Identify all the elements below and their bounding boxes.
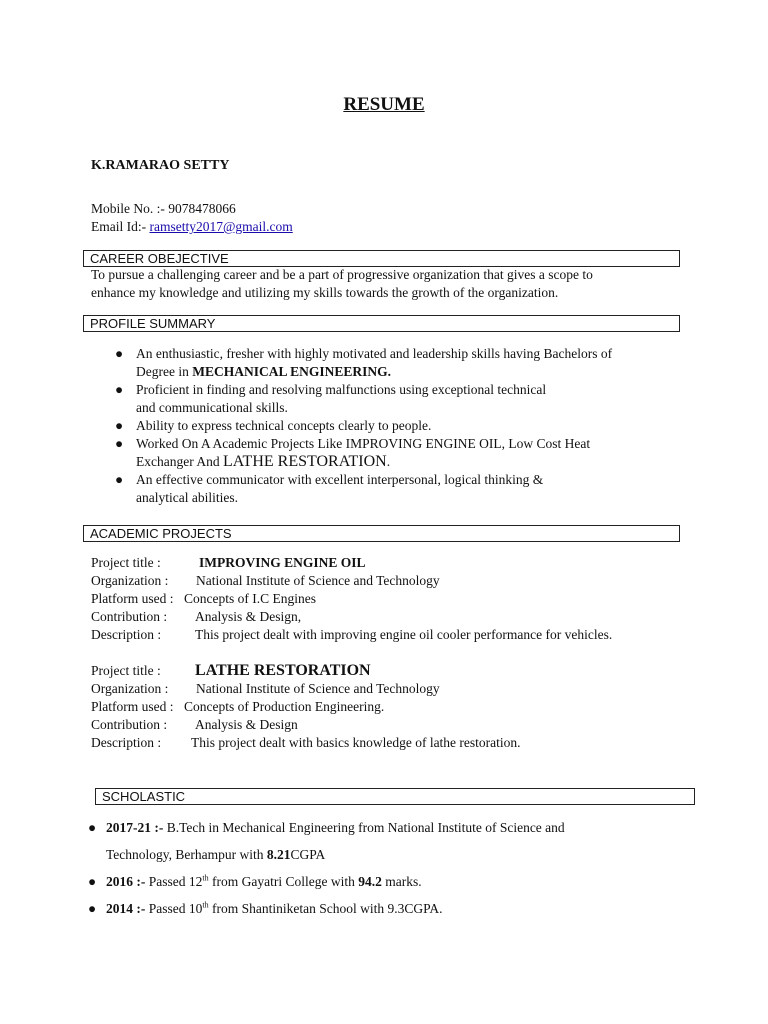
email-line: [91, 218, 293, 236]
candidate-name: K.RAMARAO SETTY: [91, 158, 230, 173]
bullet-icon: ●: [115, 418, 124, 433]
profile-summary-list: [115, 345, 685, 507]
list-item: [88, 814, 688, 868]
career-line-1: To pursue a challenging career and be a part of progressive organization that gives a scope to: [91, 267, 593, 282]
project-1: [91, 554, 691, 644]
bullet-icon: ●: [88, 874, 97, 889]
mobile-label: Mobile No. :-: [91, 201, 169, 216]
profile-summary-heading: PROFILE SUMMARY: [83, 315, 680, 332]
project-1-org-row: [91, 572, 691, 590]
scholastic-3-sup: th: [202, 900, 209, 910]
scholastic-2-sup: th: [202, 873, 209, 883]
project-1-platform: Concepts of I.C Engines: [184, 591, 316, 606]
bullet-icon: ●: [88, 901, 97, 916]
career-line-2: enhance my knowledge and utilizing my skills towards the growth of the organization.: [91, 285, 559, 300]
profile-b4-big: LATHE RESTORATION: [222, 453, 387, 470]
scholastic-2-year: 2016 :-: [106, 874, 146, 889]
scholastic-2-post: marks.: [381, 874, 422, 889]
description-label: Description :: [91, 627, 162, 642]
scholastic-2-line: [106, 868, 688, 895]
career-objective-text: [91, 266, 691, 302]
bullet-icon: ●: [115, 436, 124, 451]
project-1-title: IMPROVING ENGINE OIL: [199, 555, 366, 570]
mobile-line: [91, 200, 236, 218]
bullet-icon: ●: [115, 346, 124, 361]
scholastic-1-text: B.Tech in Mechanical Engineering from National Institute of Science and: [163, 820, 565, 835]
project-2-description: This project dealt with basics knowledge of lathe restoration.: [191, 735, 521, 750]
scholastic-3-post: from Shantiniketan School with 9.3CGPA.: [208, 901, 443, 916]
profile-b2-line2: and communicational skills.: [136, 400, 288, 415]
career-objective-heading: CAREER OBEJECTIVE: [83, 250, 680, 267]
list-item: [88, 895, 688, 922]
project-2-title-row: [91, 662, 691, 680]
project-2-org: National Institute of Science and Technology: [196, 681, 440, 696]
email-label: Email Id:-: [91, 219, 150, 234]
project-2-platform-row: [91, 698, 691, 716]
profile-b4-post: .: [386, 454, 391, 469]
platform-label: Platform used :: [91, 699, 174, 714]
scholastic-3-line: [106, 895, 688, 922]
profile-b3-line1: Ability to express technical concepts clearly to people.: [136, 418, 432, 433]
project-1-org: National Institute of Science and Technology: [196, 573, 440, 588]
profile-b4-pre: Exchanger And: [136, 454, 223, 469]
list-item: [115, 345, 685, 381]
profile-b1-line1: An enthusiastic, fresher with highly motivated and leadership skills having Bachelors of: [136, 346, 613, 361]
profile-b1-bold: MECHANICAL ENGINEERING.: [192, 364, 392, 379]
project-1-description: This project dealt with improving engine oil cooler performance for vehicles.: [195, 627, 613, 642]
scholastic-2-score: 94.2: [358, 874, 382, 889]
project-1-description-row: [91, 626, 691, 644]
scholastic-1-line1: [106, 814, 688, 841]
project-1-title-row: [91, 554, 691, 572]
profile-b2-line1: Proficient in finding and resolving malfunctions using exceptional technical: [136, 382, 547, 397]
description-label: Description :: [91, 735, 162, 750]
project-1-platform-row: [91, 590, 691, 608]
scholastic-1-unit: CGPA: [290, 847, 326, 862]
profile-b1-pre: Degree in: [136, 364, 193, 379]
bullet-icon: ●: [115, 472, 124, 487]
list-item: [115, 471, 685, 507]
project-1-contribution: Analysis & Design,: [195, 609, 302, 624]
document-title: RESUME: [343, 94, 425, 115]
bullet-icon: ●: [88, 820, 97, 835]
mobile-number: 9078478066: [168, 201, 236, 216]
profile-b1-line2: [136, 363, 685, 381]
project-2-contribution-row: [91, 716, 691, 734]
bullet-icon: ●: [115, 382, 124, 397]
project-title-label: Project title :: [91, 555, 161, 570]
platform-label: Platform used :: [91, 591, 174, 606]
organization-label: Organization :: [91, 573, 169, 588]
contribution-label: Contribution :: [91, 609, 168, 624]
scholastic-heading: SCHOLASTIC: [95, 788, 695, 805]
scholastic-1-line2: [106, 841, 688, 868]
list-item: [115, 417, 685, 435]
project-2-title: LATHE RESTORATION: [195, 662, 371, 679]
profile-b4-line2: [136, 453, 685, 471]
contribution-label: Contribution :: [91, 717, 168, 732]
email-link[interactable]: ramsetty2017@gmail.com: [149, 219, 293, 234]
project-2-platform: Concepts of Production Engineering.: [184, 699, 385, 714]
organization-label: Organization :: [91, 681, 169, 696]
scholastic-2-mid: from Gayatri College with: [208, 874, 359, 889]
list-item: [88, 868, 688, 895]
scholastic-1-line2-text: Technology, Berhampur with: [106, 847, 267, 862]
profile-b5-line2: analytical abilities.: [136, 490, 238, 505]
project-2-description-row: [91, 734, 691, 752]
scholastic-1-score: 8.21: [266, 847, 291, 862]
scholastic-3-year: 2014 :-: [106, 901, 146, 916]
academic-projects-heading: ACADEMIC PROJECTS: [83, 525, 680, 542]
scholastic-2-pre: Passed 12: [145, 874, 203, 889]
list-item: [115, 381, 685, 417]
project-title-label: Project title :: [91, 663, 161, 678]
project-2-org-row: [91, 680, 691, 698]
profile-b5-line1: An effective communicator with excellent interpersonal, logical thinking &: [136, 472, 544, 487]
project-1-contribution-row: [91, 608, 691, 626]
scholastic-1-year: 2017-21 :-: [106, 820, 164, 835]
profile-b4-line1: Worked On A Academic Projects Like IMPROVING ENGINE OIL, Low Cost Heat: [136, 436, 591, 451]
list-item: [115, 435, 685, 471]
project-2-contribution: Analysis & Design: [195, 717, 298, 732]
scholastic-3-pre: Passed 10: [145, 901, 203, 916]
project-2: [91, 662, 691, 752]
scholastic-list: [88, 814, 688, 922]
